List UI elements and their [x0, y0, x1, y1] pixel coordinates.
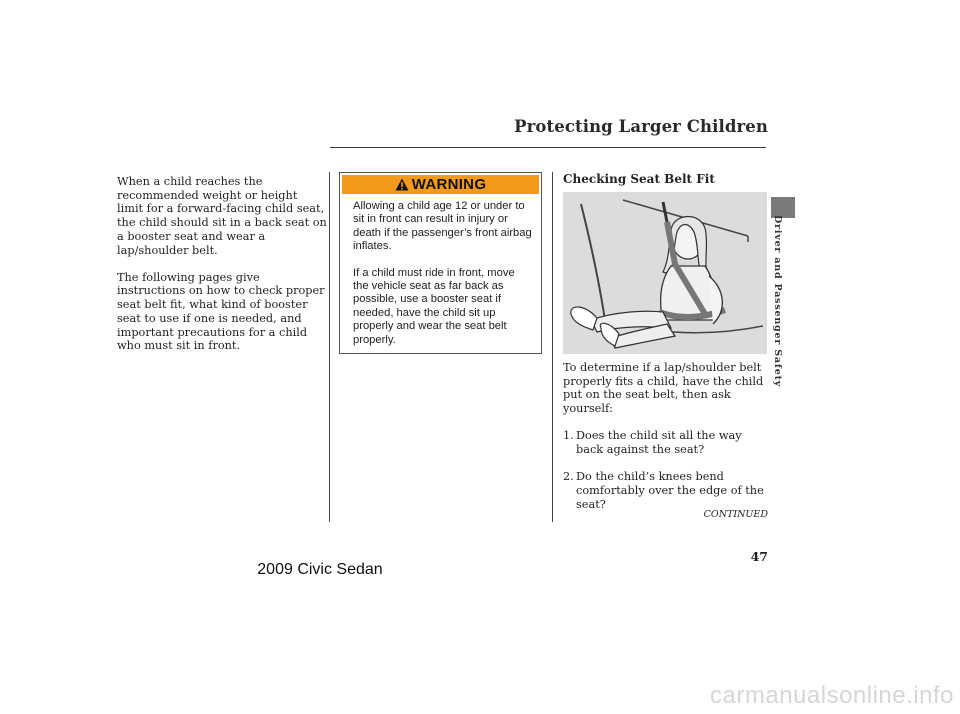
- title-rule: [330, 147, 766, 148]
- warning-triangle-icon: [395, 178, 409, 191]
- list-number: 1.: [563, 429, 574, 443]
- watermark: carmanualsonline.info: [710, 682, 954, 709]
- warning-banner: [342, 175, 539, 194]
- list-item: [563, 429, 768, 456]
- list-number: 2.: [563, 470, 574, 484]
- list-text: Do the child’s knees bend comfortably over the edge of the seat?: [576, 470, 764, 511]
- warning-label: WARNING: [411, 176, 487, 193]
- column-divider-left: [329, 172, 330, 522]
- section-side-label: Driver and Passenger Safety: [772, 215, 783, 388]
- instructions-paragraph: The following pages give instructions on how to check proper seat belt fit, what kind of booster seat to use if one is needed, and important precautions for a child who must sit in front.: [117, 270, 325, 353]
- child-seat-belt-illustration: [563, 192, 767, 354]
- page-number: 47: [750, 549, 768, 564]
- list-item: [563, 470, 768, 511]
- section-heading: Checking Seat Belt Fit: [563, 172, 715, 186]
- warning-box: [339, 172, 542, 354]
- warning-paragraph-1: Allowing a child age 12 or under to sit in front can result in injury or death if the passenger’s front airbag inflates.: [353, 200, 532, 253]
- intro-paragraph: When a child reaches the recommended weight or height limit for a forward-facing child seat, the child should sit in a back seat on a booster seat and wear a lap/shoulder belt.: [117, 175, 327, 257]
- list-text: Does the child sit all the way back against the seat?: [576, 429, 742, 457]
- warning-paragraph-2: If a child must ride in front, move the vehicle seat as far back as possible, use a booster seat if needed, have the child sit up properly and wear the seat belt properly.: [353, 266, 515, 346]
- column-divider-right: [552, 172, 553, 522]
- footer-model-label: 2009 Civic Sedan: [257, 561, 383, 578]
- page-title: Protecting Larger Children: [514, 117, 768, 136]
- left-column: [117, 175, 327, 366]
- fit-intro-paragraph: To determine if a lap/shoulder belt properly fits a child, have the child put on the seat belt, then ask yourself:: [563, 361, 764, 416]
- warning-body: [340, 194, 541, 347]
- right-column: [563, 361, 768, 525]
- continued-label: CONTINUED: [703, 509, 768, 520]
